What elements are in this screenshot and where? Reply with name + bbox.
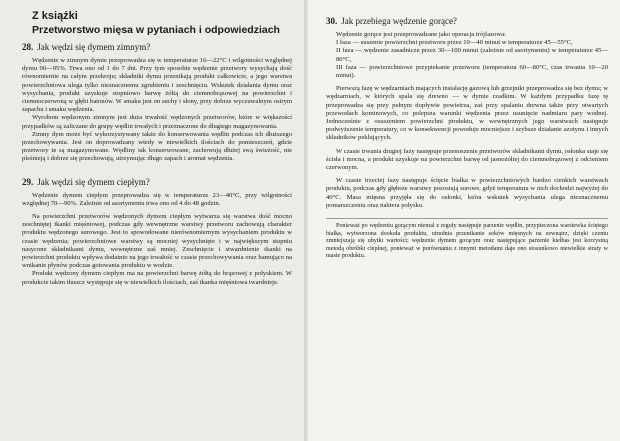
paragraph: Produkt wędzony dymem ciepłym ma na powierzchni barwę żółtą do brązowej z połyskiem. W produkcie takim tłuszcz występuje się w niewielkich ilościach, zaś tkanka mięśniowa twardnieje. [22,270,292,286]
chapter-subtitle: Przetworstwo mięsa w pytaniach i odpowiedziach [32,24,280,36]
phase-list [326,39,608,80]
paragraph: Na powierzchni przetworów wędzonych dymem ciepłym wytwarza się warstwa dość mocno zeschniętej tkanki mięśniowej, podczas gdy wewnętrzne warstwy przetworu zachowują charakter produktu wędzonego surowego. Jest to spowodowane nierównomiernym wysychaniem produktu w czasie wędzenia; powierzchniowe warstwy są mocniej wysychnięte i w największym stopniu nasycone składnikami dymu, wewnętrzne zaś mniej. Zeschnięcie i stwardnienie tkanki na powierzchni produktu wpływa dodatnio na jego trwałość w czasie przechowywania oraz hamująco na wnikanie płynów podczas gotowania produktu w wodzie. [22,213,292,270]
question-text: Jak wędzi się dymem zimnym? [37,42,151,52]
paragraph: W czasie trwania drugiej fazy następuje przenoszenie przetworów składnikami dymu, osłonka staje się ścisła i mocna, a produkt uzyskuje na powierzchni barwę od jasnożółtej do ciemnobrązowej z odcieniem czerwonym. [326,147,608,172]
right-column [326,12,608,261]
phase-item: II faza — wędzenie zasadnicze przez 30—100 minut (zależnie od asortymentu) w temperaturze 45—80°C, [336,47,608,63]
question-text: Jak przebiega wędzenie gorące? [341,16,457,26]
paragraph: Wędzenie dymem ciepłym przeprowadza się w temperaturze 23—40°C, przy wilgotności względnej 70—90%. Zależnie od asortymentu trwa ono od 4 do 48 godzin. [22,191,292,207]
question-30-heading [326,16,608,27]
chapter-title: Z książki [32,10,78,22]
note-text: Ponieważ po wędzeniu gorącym niemal z reguły następuje parzenie wędlin, przypieczona warstewka ściętego białka, wytworzona dookoła produktu, utrudnia przenikanie soków mięsnych na zewnątrz, dzięki czemu zmniejszają się ubytki wartości; wędzenie dymem gorącym oraz następujące parzenie kiełbas jest korzystną metodą obróbki cieplnej, ponieważ w porównaniu z innymi metodami daje ono stosunkowo niewielkie straty w masie produktu. [326,223,608,260]
divider [326,218,608,219]
question-text: Jak wędzi się dymem ciepłym? [37,176,150,187]
question-number: 29. [22,176,34,187]
paragraph: Pierwszą fazę w wędzarniach mających instalację gazową lub grzejniki przeprowadza się bez dymu; w wędzarniach, w których spala się drewno — w dymie rzadkim. W każdym przypadku fazę tę przeprowadza się przy pełnym dopływie powietrza, zaś przy spalaniu drewna także przy otwartych przewodach kominowych, co polepsza warunki wędzenia przez usunięcie nadmiaru pary wodnej. Jednocześnie z osuszeniem powierzchni produktu, w wewnętrznych jego warstwach następuje podwyższenie temperatury, co w konsekwencji powoduje mocniejsze i szybsze działanie azotynu i innych składników peklujących. [326,85,608,142]
paragraph: Wędzenie gorące jest przeprowadzane jako operacja trójfazowa: [336,31,506,38]
footnote [326,223,608,261]
paragraph: Wyrobom wędzonym zimnym jest duża trwałość wędzonych przetworów, które w większości przypadków są zaliczane do grupy wędlin trwałych i przeznaczone do długiego magazynowania. [22,114,292,130]
phase-item: III faza — powierzchniowe przypiekanie przetworu (temperatura 60—80°C, czas trwania 10—20 minut). [336,63,608,80]
right-page [308,0,620,441]
phase-item: I faza — suszenie powierzchni przetworu przez 10—40 minut w temperaturze 45—55°C, [336,39,573,47]
left-page [0,0,308,441]
paragraph: Wędzenie w zimnym dymie przeprowadza się w temperaturze 16—22°C i wilgotności względnej dymu 90—95%. Trwa ono od 1 do 7 dni. Przy tym sposobie wędzenie przetwory wysychają dość równomiernie na całym przekroju; składniki dymu przenikają produkt całkowicie, a jego warstwa powierzchniowa ulega tylko nieznacznemu zgrubieniu i zeschnięciu. Wskutek działania dymu oraz wysychania, produkt uzyskuje stopniowo barwę żółtą do ciemnobrązowej na powierzchni i ciemnoczerwoną w głębi batonów. W smaku jest on suchy i słony, przy dobrze wyczuwalnym ostrym zapachu i smaku wędzenia. [22,57,292,114]
left-column [22,10,292,287]
question-number: 30. [326,16,338,26]
paragraph: W czasie trzeciej fazy następuje ścięcie białka w powierzchniowych bardzo cienkich warstwach produktu, podczas gdy głębsze warstwy pozostają surowe, gdyż temperatura w nich dochodzi najwyżej do 40°C. Masa mięsna przyjęła się do osłonki, która wskutek wysychania ulega nieznacznemu pomarszczeniu oraz nabiera połysku. [326,177,608,209]
question-28-heading [22,42,292,53]
paragraph: Zimny dym może być wykorzystywany także do konserwowania wędlin podczas ich dłuższego przechowywania. Jest on doprowadzany wtedy w niewielkich ilościach do pomieszczeń, gdzie przetwory te są magazynowane. Wędliny tak konserwowane, zachowują dłużej swą świeżość, nie pleśnieją i dobrze się przechowują, utrzymując długo zapach i aromat wędzenia. [22,130,292,163]
question-number: 28. [22,42,34,52]
question-29-heading [22,177,292,188]
